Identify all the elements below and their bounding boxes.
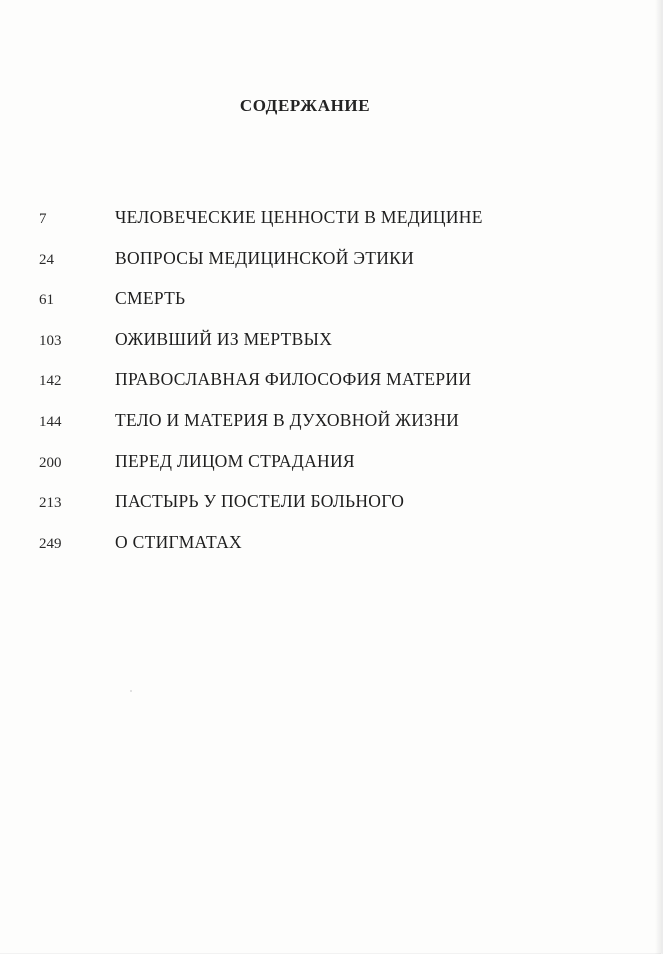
toc-chapter-title: СМЕРТЬ — [115, 288, 186, 309]
toc-chapter-title: ПАСТЫРЬ У ПОСТЕЛИ БОЛЬНОГО — [115, 491, 405, 512]
toc-page-number: 142 — [39, 373, 62, 390]
toc-page-number: 24 — [39, 251, 54, 268]
toc-entry — [0, 487, 640, 528]
toc-page-number: 144 — [39, 413, 62, 430]
toc-page-number: 213 — [39, 495, 62, 512]
toc-entry — [0, 528, 640, 569]
toc-chapter-title: ВОПРОСЫ МЕДИЦИНСКОЙ ЭТИКИ — [115, 247, 415, 268]
toc-entry — [0, 244, 640, 285]
toc-page-number: 200 — [39, 454, 62, 471]
page-edge-shadow — [655, 0, 661, 954]
paper-speck — [130, 690, 132, 692]
toc-chapter-title: ЧЕЛОВЕЧЕСКИЕ ЦЕННОСТИ В МЕДИЦИНЕ — [115, 207, 483, 227]
toc-chapter-title: ПЕРЕД ЛИЦОМ СТРАДАНИЯ — [115, 450, 355, 471]
toc-page-number: 103 — [39, 332, 62, 349]
toc-chapter-title: ПРАВОСЛАВНАЯ ФИЛОСОФИЯ МАТЕРИИ — [115, 369, 472, 390]
toc-page-number: 7 — [39, 211, 47, 227]
toc-chapter-title: ТЕЛО И МАТЕРИЯ В ДУХОВНОЙ ЖИЗНИ — [115, 409, 460, 430]
toc-entry — [0, 406, 640, 447]
toc-chapter-title: ОЖИВШИЙ ИЗ МЕРТВЫХ — [115, 328, 333, 349]
toc-page-number: 61 — [39, 292, 54, 309]
toc-entry — [0, 447, 640, 488]
table-of-contents — [0, 203, 640, 568]
toc-entry — [0, 284, 640, 325]
toc-entry — [0, 203, 640, 244]
toc-page-number: 249 — [39, 535, 62, 552]
toc-chapter-title: О СТИГМАТАХ — [115, 531, 242, 552]
toc-entry — [0, 325, 640, 366]
toc-entry — [0, 365, 640, 406]
page-title: СОДЕРЖАНИЕ — [239, 96, 371, 115]
